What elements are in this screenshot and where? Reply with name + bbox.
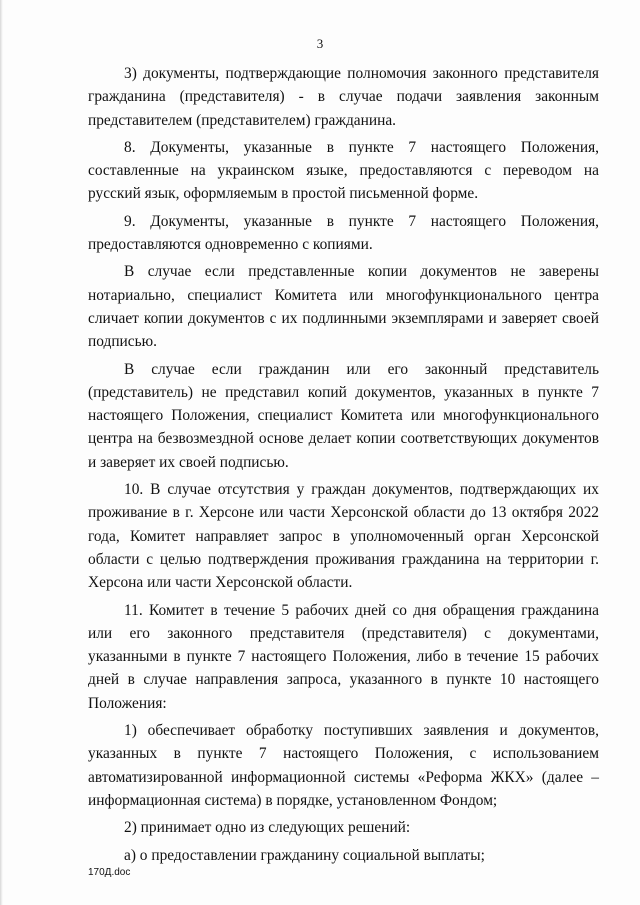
paragraph-point-11: 11. Комитет в течение 5 рабочих дней со дня обращения гражданина или его законного представителя (представителя) с документами, указанными в пункте 7 настоящего Положения, либо в течение 15 рабочих дней в случае направления запроса, указанного в пункте 10 настоящего Положения:	[88, 601, 599, 712]
paragraph-point-11-subitem-2: 2) принимает одно из следующих решений:	[124, 819, 411, 837]
paragraph-point-9: 9. Документы, указанные в пункте 7 настоящего Положения, предоставляются одновременно с копиями.	[88, 212, 599, 254]
page-number: 3	[316, 36, 324, 51]
paragraph-item-3-representative-docs: 3) документы, подтверждающие полномочия законного представителя гражданина (представителя) - в случае подачи заявления законным представителем (представителем) гражданина.	[88, 65, 599, 129]
paragraph-point-10: 10. В случае отсутствия у граждан документов, подтверждающих их проживание в г. Херсоне или части Херсонской области до 13 октября 2022 года, Комитет направляет запрос в уполномоченный орган Херсонской области с целью подтверждения проживания гражданина на территории г. Херсона или части Херсонской области.	[88, 481, 599, 592]
footer-filename: 170Д.doc	[88, 867, 131, 878]
paragraph-point-8: 8. Документы, указанные в пункте 7 настоящего Положения, составленные на украинском языке, предоставляются с переводом на русский язык, оформляемым в простой письменной форме.	[88, 138, 599, 203]
scan-edge-shadow	[0, 0, 3, 905]
paragraph-copies-not-notarized: В случае если представленные копии документов не заверены нотариально, специалист Комитета или многофункционального центра сличает копии документов с их подлинными экземплярами и заверяет своей подписью.	[88, 263, 599, 351]
document-body	[88, 62, 599, 867]
paragraph-copies-not-provided: В случае если гражданин или его законный представитель (представитель) не представил копий документов, указанных в пункте 7 настоящего Положения, специалист Комитета или многофункционального центра на безвозмездной основе делает копии соответствующих документов и заверяет их своей подписью.	[88, 360, 599, 471]
paragraph-point-11-subitem-1: 1) обеспечивает обработку поступивших заявления и документов, указанных в пункте 7 настоящего Положения, с использованием автоматизированной информационной системы «Реформа ЖКХ» (далее – информационная система) в порядке, установленном Фондом;	[88, 722, 599, 809]
paragraph-point-11-subitem-2a: а) о предоставлении гражданину социальной выплаты;	[124, 846, 485, 864]
